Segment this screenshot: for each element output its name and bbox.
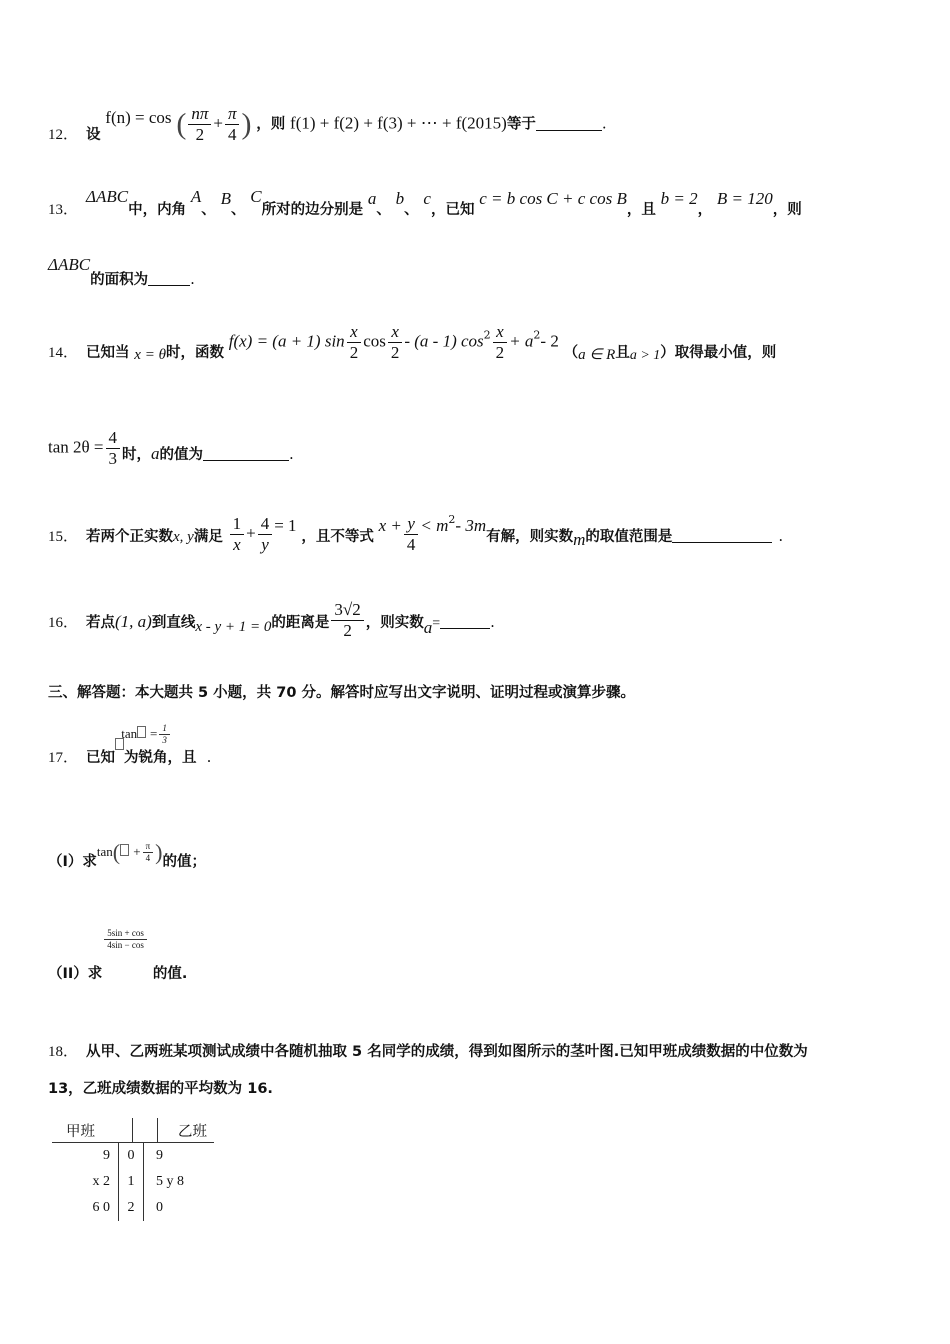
formula: f(x) = (a + 1) sin [228, 331, 345, 351]
answer-blank[interactable] [672, 528, 772, 543]
fraction: $\frac{5\sin + \cos}{4\sin - \cos}$ [104, 928, 147, 951]
fraction: $\frac{\pi}{4}$ [143, 841, 154, 864]
formula: = 1 [274, 515, 297, 535]
exponent: 2 [483, 328, 491, 342]
question-text: 的取值范围是 [585, 528, 673, 545]
question-17-part-1 [48, 839, 206, 870]
question-number: 13． [48, 202, 79, 218]
stem-leaf-table [52, 1118, 214, 1221]
paren-left: ( [176, 107, 187, 141]
question-number: 15． [48, 528, 79, 545]
question-text: 有解，则实数 [486, 528, 574, 545]
formula: - 2 [540, 331, 559, 351]
paren-right: ) [241, 107, 252, 141]
tan-formula: tan = $\frac{1}{3}$ [121, 727, 172, 741]
leaf-left: 6 0 [92, 1200, 110, 1215]
formula: ΔABC [86, 187, 129, 206]
table-row [52, 1143, 214, 1169]
var: a [367, 189, 377, 208]
question-text: ，则实数 [365, 614, 424, 631]
formula: x - y + 1 = 0 [195, 618, 272, 635]
formula: b = 2 [660, 189, 698, 208]
leaf-left: x 2 [92, 1174, 110, 1189]
question-text: 若两个正实数 [86, 528, 174, 545]
answer-blank[interactable] [203, 446, 289, 461]
operator: + [246, 523, 256, 543]
question-text: 满足 [193, 528, 223, 545]
formula: + a [509, 331, 534, 351]
period: . [490, 612, 495, 631]
leaf-right: 0 [156, 1200, 163, 1215]
stem: 0 [118, 1143, 144, 1169]
question-text: ，已知 [430, 202, 475, 218]
section-heading: 三、解答题：本大题共 5 小题，共 70 分。解答时应写出文字说明、证明过程或演算步骤。 [48, 685, 635, 701]
question-text: 的值； [162, 854, 206, 870]
formula: < m [420, 515, 449, 535]
fraction: $\frac{3√2}{2}$ [331, 600, 363, 641]
operator: = [432, 615, 441, 631]
formula: ΔABC [48, 255, 91, 274]
fraction: $\frac{1}{x}$ [230, 514, 245, 555]
question-text: （ [563, 344, 579, 361]
formula: x = θ [134, 346, 166, 363]
question-text: 且 [615, 344, 630, 361]
sep: 、 [230, 202, 246, 218]
fraction: $\frac{1}{3}$ [159, 723, 170, 746]
question-number: 12． [48, 126, 79, 143]
formula: (1, a) [115, 611, 152, 631]
sep: 、 [404, 202, 419, 218]
part-label: （I）求 [48, 854, 97, 870]
answer-blank[interactable] [148, 271, 190, 286]
period: . [601, 114, 607, 133]
answer-blank[interactable] [536, 116, 602, 131]
tan-formula: tan( + $\frac{\pi}{4}$ ) [96, 839, 163, 865]
question-text: 已知 [86, 750, 116, 766]
question-number: 17． [48, 750, 79, 766]
question-text: 到直线 [151, 614, 196, 631]
question-text: ， [697, 202, 713, 218]
formula: f(1) + f(2) + f(3) + ⋯ + f(2015) [290, 113, 507, 133]
fraction: $\frac{y}{4}$ [404, 514, 419, 555]
formula: a ∈ R [578, 346, 616, 363]
question-18-cont: 13，乙班成绩数据的平均数为 16. [48, 1081, 273, 1097]
period: . [206, 748, 212, 766]
question-14-cont [48, 428, 294, 469]
question-text: 时， [122, 446, 151, 463]
part-label: （II）求 [48, 966, 103, 982]
question-text: 若点 [86, 614, 116, 631]
fraction: $\frac{n\pi}{2}$ [188, 104, 211, 145]
question-text: ，且不等式 [301, 528, 374, 545]
var: B [220, 189, 231, 208]
stem: 1 [118, 1169, 144, 1195]
exponent: 2 [448, 512, 456, 526]
leaf-right: 9 [156, 1148, 163, 1163]
exponent: 2 [533, 328, 541, 342]
formula: c = b cos C + c cos B [479, 189, 627, 208]
period: . [289, 444, 294, 463]
question-text: 的值. [152, 966, 188, 982]
sep: 、 [201, 202, 216, 218]
question-14 [48, 322, 776, 363]
sep: 、 [376, 202, 391, 218]
table-row [52, 1169, 214, 1195]
period: . [778, 526, 784, 545]
question-text: ，且 [626, 202, 656, 218]
question-number: 18． [48, 1044, 79, 1060]
question-text: ，则 [256, 116, 286, 133]
fraction: $\frac{x}{2}$ [493, 322, 508, 363]
header-right: 乙班 [178, 1123, 207, 1140]
formula: - 3m [455, 515, 487, 535]
var: b [395, 189, 405, 208]
formula: x + [378, 515, 402, 535]
var: m [573, 529, 586, 549]
var: A [190, 187, 202, 206]
question-15 [48, 514, 783, 555]
question-text: 中，内角 [128, 202, 187, 218]
fraction: $\frac{4}{3}$ [106, 428, 121, 469]
stem: 2 [118, 1195, 144, 1221]
question-text: 时，函数 [165, 344, 224, 361]
var: a [151, 443, 160, 463]
header-left: 甲班 [66, 1123, 95, 1140]
missing-glyph-icon [137, 726, 146, 738]
var: C [250, 187, 262, 206]
formula: f(n) = cos [105, 107, 172, 127]
question-17-part-2 [48, 928, 188, 982]
question-text: ，则 [772, 202, 802, 218]
formula: B = 120 [716, 189, 773, 208]
question-text: 所对的边分别是 [261, 202, 364, 218]
question-text: 已知当 [86, 344, 130, 361]
header-stem [132, 1118, 158, 1142]
question-text: 设 [86, 126, 101, 143]
question-text: 等于 [506, 116, 536, 133]
question-17 [48, 722, 261, 766]
question-18 [48, 1040, 808, 1063]
formula: tan 2θ = [48, 437, 104, 457]
leaf-left: 9 [103, 1148, 110, 1163]
fraction: $\frac{4}{y}$ [258, 514, 273, 555]
fraction: $\frac{x}{2}$ [388, 322, 403, 363]
question-text: 的距离是 [271, 614, 330, 631]
question-text: 的面积为 [90, 272, 149, 288]
var: a [423, 617, 433, 637]
formula: a > 1 [629, 347, 661, 363]
table-header [52, 1118, 214, 1143]
formula: x, y [173, 528, 194, 545]
question-text: ）取得最小值，则 [660, 344, 777, 361]
fraction: $\frac{x}{2}$ [347, 322, 362, 363]
question-16 [48, 600, 495, 641]
period: . [190, 270, 195, 288]
var: c [423, 189, 431, 208]
leaf-right: 5 y 8 [156, 1174, 184, 1189]
formula: cos [363, 331, 386, 351]
missing-glyph-icon [120, 844, 129, 856]
table-row [52, 1195, 214, 1221]
question-13-cont [48, 255, 195, 288]
operator: + [213, 113, 223, 133]
question-number: 16． [48, 614, 79, 631]
question-13 [48, 187, 802, 218]
question-text: 的值为 [159, 446, 203, 463]
question-text: 为锐角，且 [124, 750, 197, 766]
question-12 [48, 104, 607, 148]
question-number: 14． [48, 344, 79, 361]
question-text: 从甲、乙两班某项测试成绩中各随机抽取 5 名同学的成绩，得到如图所示的茎叶图.已知甲班成绩数据的中位数为 [86, 1044, 808, 1060]
fraction: $\frac{\pi}{4}$ [225, 104, 240, 145]
answer-blank[interactable] [440, 614, 490, 629]
formula: - (a - 1) cos [404, 331, 484, 351]
